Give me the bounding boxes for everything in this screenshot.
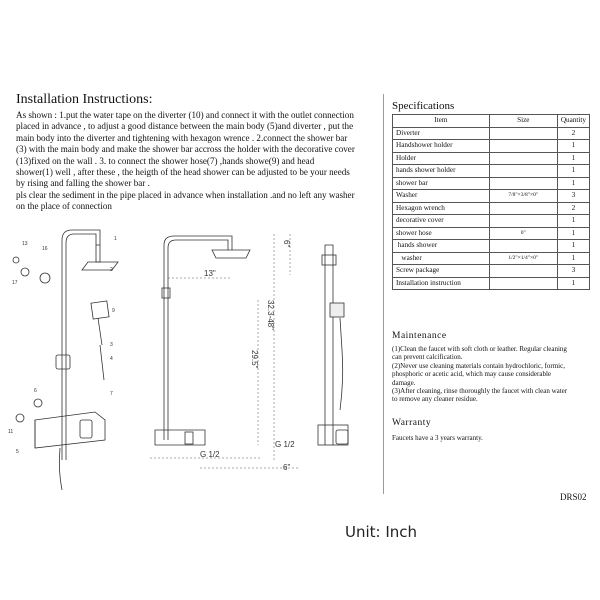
spec-size: 1/2"×1/4"×0" — [489, 252, 557, 265]
spec-quantity: 3 — [557, 190, 589, 203]
table-row — [393, 127, 590, 140]
spec-item: Screw package — [393, 265, 490, 278]
installation-line: shower(1) well , after these , the heigth of the head shower can be adjusted to be your needs — [16, 167, 350, 178]
dim-overall-height: 32.3-48" — [266, 300, 275, 330]
table-row — [393, 165, 590, 178]
table-row — [393, 152, 590, 165]
spec-size — [489, 265, 557, 278]
spec-size — [489, 215, 557, 228]
maintenance-line: phosphoric or acetic acid, which may cause considerable — [392, 370, 551, 379]
spec-item: Washer — [393, 190, 490, 203]
spec-item: Installation instruction — [393, 277, 490, 290]
table-header-row — [393, 115, 590, 128]
callout-label: 16 — [42, 246, 48, 252]
table-row — [393, 177, 590, 190]
maintenance-line: (2)Never use cleaning materials contain hydrochloric, formic, — [392, 361, 565, 370]
spec-quantity: 1 — [557, 227, 589, 240]
spec-quantity: 3 — [557, 265, 589, 278]
installation-text — [16, 110, 378, 213]
column-divider — [383, 94, 384, 494]
maintenance-line: (3)After cleaning, rinse thoroughly the faucet with clean water — [392, 387, 568, 396]
installation-line: main body into the diverter and tightening with hexagon wrence . 2.connect the shower bar — [16, 132, 348, 143]
maintenance-title: Maintenance — [392, 331, 447, 341]
installation-line: on the place of connection — [16, 201, 112, 212]
table-row — [393, 227, 590, 240]
callout-label: 4 — [110, 356, 113, 362]
spec-size — [489, 140, 557, 153]
spec-quantity: 2 — [557, 127, 589, 140]
installation-line: pls clear the sediment in the pipe placed in advance when installation .and no left any washer — [16, 189, 355, 200]
table-row — [393, 252, 590, 265]
spec-item: hands shower — [393, 240, 490, 253]
spec-size — [489, 165, 557, 178]
product-drawing — [0, 225, 383, 500]
callout-label: 11 — [8, 429, 14, 435]
spec-item: hands shower holder — [393, 165, 490, 178]
spec-quantity: 1 — [557, 252, 589, 265]
callout-label: 1 — [114, 236, 117, 242]
callout-label: 3 — [110, 342, 113, 348]
table-row — [393, 202, 590, 215]
spec-item: shower hose — [393, 227, 490, 240]
table-row — [393, 265, 590, 278]
spec-size — [489, 152, 557, 165]
warranty-title: Warranty — [392, 418, 432, 428]
maintenance-line: (1)Clean the faucet with soft cloth or leather. Regular cleaning — [392, 345, 567, 353]
spec-size: 0" — [489, 227, 557, 240]
column-header-item: Item — [393, 115, 490, 128]
maintenance-line: to remove any cleaner residue. — [392, 395, 478, 404]
dim-connection-right: G 1/2 — [275, 440, 295, 449]
spec-size — [489, 177, 557, 190]
callout-label: 17 — [12, 280, 18, 286]
unit-label: Unit: Inch — [345, 523, 418, 541]
dim-top: 6" — [282, 240, 291, 248]
spec-item: decorative cover — [393, 215, 490, 228]
spec-quantity: 1 — [557, 177, 589, 190]
table-row — [393, 140, 590, 153]
table-row — [393, 240, 590, 253]
spec-item: Hexagon wrench — [393, 202, 490, 215]
callout-label: 2 — [110, 267, 113, 273]
spec-size — [489, 277, 557, 290]
spec-quantity: 1 — [557, 165, 589, 178]
spec-size — [489, 202, 557, 215]
spec-item: washer — [393, 252, 490, 265]
dim-spacing: 6" — [283, 463, 291, 472]
spec-quantity: 1 — [557, 140, 589, 153]
spec-item: Diverter — [393, 127, 490, 140]
model-number: DRS02 — [560, 492, 587, 502]
callout-label: 9 — [112, 308, 115, 314]
maintenance-line: can prevent calcification. — [392, 353, 463, 362]
specifications-title: Specifications — [392, 100, 455, 112]
spec-size — [489, 127, 557, 140]
column-header-size: Size — [489, 115, 557, 128]
dim-connection-left: G 1/2 — [200, 450, 220, 459]
callout-label: 5 — [16, 449, 19, 455]
spec-quantity: 1 — [557, 152, 589, 165]
installation-line: As shown : 1.put the water tape on the diverter (10) and connect it with the outlet connection — [16, 110, 354, 120]
column-header-quantity: Quantity — [557, 115, 589, 128]
spec-size — [489, 240, 557, 253]
spec-size: 7/8"×3/8"×0" — [489, 190, 557, 203]
dim-bar-length: 29.5" — [250, 350, 259, 369]
spec-quantity: 1 — [557, 277, 589, 290]
spec-item: Holder — [393, 152, 490, 165]
table-row — [393, 190, 590, 203]
installation-line: placed in advance , to adjust a good distance between the main body (5)and diverter , put the — [16, 121, 354, 132]
spec-item: shower bar — [393, 177, 490, 190]
installation-line: (3) with the main body and make the shower bar accross the holder with the decorative cover — [16, 144, 355, 155]
table-row — [393, 277, 590, 290]
callout-label: 7 — [110, 391, 113, 397]
callout-label: 6 — [34, 388, 37, 394]
installation-line: by rising and falling the shower bar . — [16, 178, 150, 189]
spec-quantity: 2 — [557, 202, 589, 215]
specifications-table — [392, 114, 590, 290]
callout-label: 13 — [22, 241, 28, 247]
installation-line: (13)fixed on the wall . 3. to connect the shower hose(7) ,hands showe(9) and head — [16, 155, 315, 166]
maintenance-line: damage. — [392, 378, 416, 387]
maintenance-text — [392, 345, 592, 404]
table-row — [393, 215, 590, 228]
installation-title: Installation Instructions: — [16, 92, 153, 107]
spec-item: Handshower holder — [393, 140, 490, 153]
dim-head-width: 13" — [204, 269, 216, 278]
spec-quantity: 1 — [557, 240, 589, 253]
warranty-text: Faucets have a 3 years warranty. — [392, 434, 483, 442]
spec-quantity: 1 — [557, 215, 589, 228]
